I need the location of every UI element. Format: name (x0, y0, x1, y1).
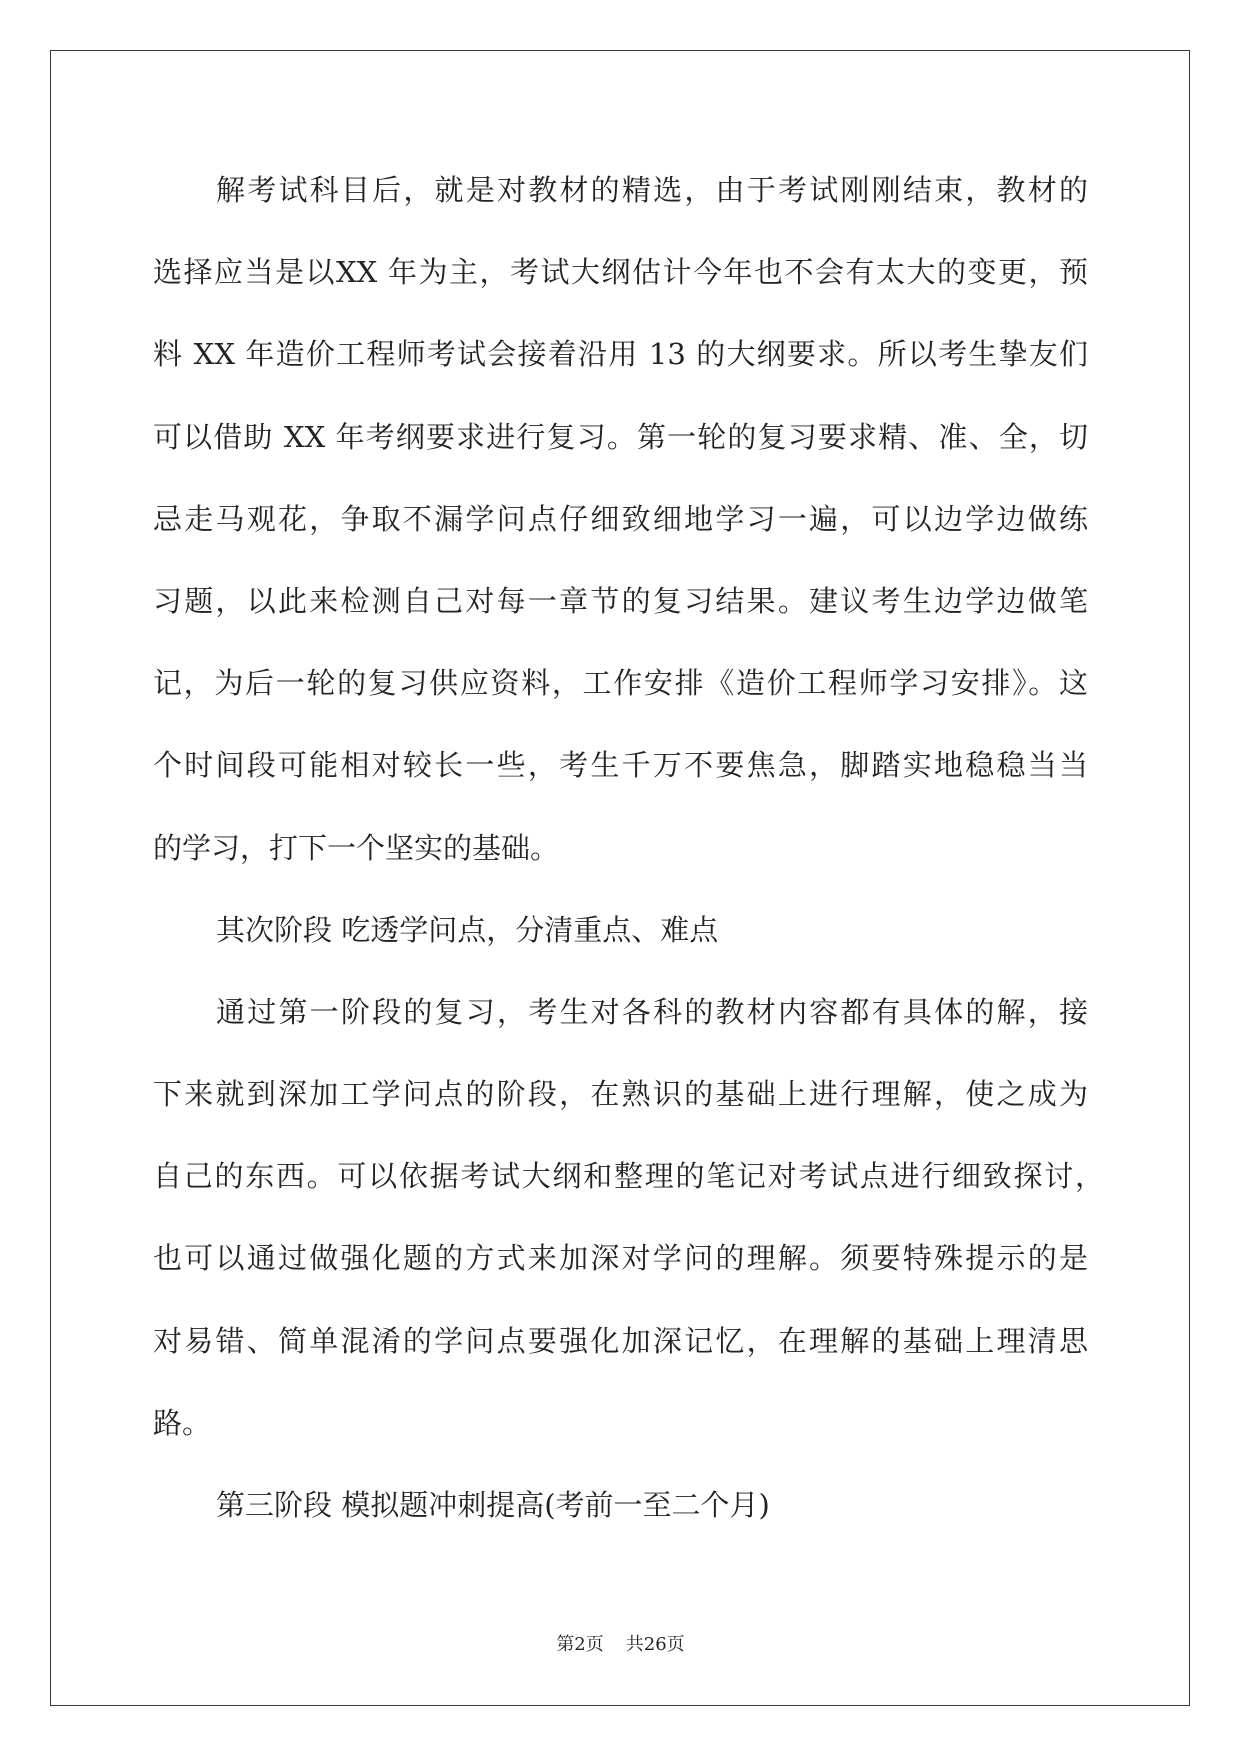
text-line: 记，为后一轮的复习供应资料，工作安排《造价工程师学习安排》。这 (153, 666, 1088, 701)
paragraph (153, 971, 1104, 1464)
text-line: 的学习，打下一个坚实的基础。 (153, 830, 560, 865)
text-line: 也可以通过做强化题的方式来加深对学问的理解。须要特殊提示的是 (153, 1241, 1088, 1276)
text-line: 忌走马观花，争取不漏学问点仔细致细地学习一遍，可以边学边做练 (153, 501, 1088, 536)
section-heading-text: 其次阶段 吃透学问点，分清重点、难点 (216, 912, 719, 947)
text-line: 可以借助 XX 年考纲要求进行复习。第一轮的复习要求精、准、全，切 (153, 419, 1088, 454)
paragraph (153, 149, 1088, 889)
text-line: 通过第一阶段的复习，考生对各科的教材内容都有具体的解，接 (216, 994, 1088, 1029)
text-line: 料 XX 年造价工程师考试会接着沿用 13 的大纲要求。所以考生挚友们 (153, 337, 1088, 372)
section-heading (153, 889, 1088, 971)
text-line: 习题，以此来检测自己对每一章节的复习结果。建议考生边学边做笔 (153, 583, 1088, 618)
text-line: 自己的东西。可以依据考试大纲和整理的笔记对考试点进行细致探讨， (153, 1159, 1104, 1194)
text-line: 解考试科目后，就是对教材的精选，由于考试刚刚结束，教材的 (216, 173, 1088, 207)
text-line: 下来就到深加工学问点的阶段，在熟识的基础上进行理解，使之成为 (153, 1077, 1088, 1112)
text-line: 路。 (153, 1405, 212, 1440)
section-heading-text: 第三阶段 模拟题冲刺提高(考前一至二个月) (216, 1488, 770, 1522)
text-line: 对易错、简单混淆的学问点要强化加深记忆，在理解的基础上理清思 (153, 1323, 1088, 1358)
text-line: 选择应当是以XX 年为主，考试大纲估计今年也不会有太大的变更，预 (153, 255, 1088, 290)
document-body (153, 149, 1104, 1546)
text-line: 个时间段可能相对较长一些，考生千万不要焦急，脚踏实地稳稳当当 (153, 748, 1088, 783)
page-total: 共26页 (625, 1634, 685, 1655)
section-heading (153, 1464, 1088, 1546)
page-number: 第2页 (556, 1634, 604, 1655)
page-footer (0, 1630, 1241, 1660)
